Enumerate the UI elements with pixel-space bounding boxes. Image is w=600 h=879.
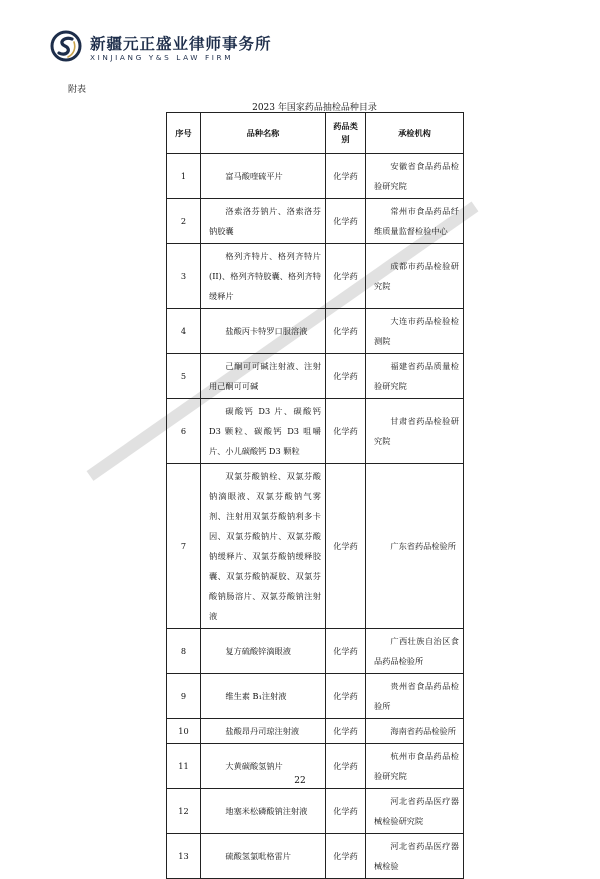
page-number: 22 <box>294 776 306 786</box>
row-seq: 4 <box>167 309 201 354</box>
row-org: 大连市药品检验检测院 <box>366 309 464 354</box>
row-org: 甘肃省药品检验研究院 <box>366 399 464 464</box>
row-seq: 8 <box>167 629 201 674</box>
row-category: 化学药 <box>326 789 366 834</box>
row-category: 化学药 <box>326 674 366 719</box>
table-row <box>167 674 464 719</box>
table-header-row <box>167 113 464 154</box>
table-body <box>167 154 464 879</box>
table-title: 2023 年国家药品抽检品种目录 <box>252 103 377 113</box>
row-drug-name: 地塞米松磷酸钠注射液 <box>201 789 326 834</box>
row-seq: 12 <box>167 789 201 834</box>
row-drug-name: 碳酸钙 D3 片、碳酸钙 D3 颗粒、碳酸钙 D3 咀嚼片、小儿碳酸钙 D3 颗粒 <box>201 399 326 464</box>
table-row <box>167 719 464 744</box>
appendix-label: 附表 <box>68 85 87 95</box>
drug-inspection-table <box>166 112 464 879</box>
row-drug-name: 盐酸丙卡特罗口服溶液 <box>201 309 326 354</box>
header-category: 药品类别 <box>326 113 366 154</box>
row-org: 河北省药品医疗器械检验 <box>366 834 464 879</box>
row-drug-name: 格列齐特片、格列齐特片(II)、格列齐特胶囊、格列齐特缓释片 <box>201 244 326 309</box>
table-row <box>167 834 464 879</box>
row-seq: 2 <box>167 199 201 244</box>
table-row <box>167 464 464 629</box>
row-category: 化学药 <box>326 354 366 399</box>
row-drug-name: 维生素 B₁注射液 <box>201 674 326 719</box>
table-row <box>167 789 464 834</box>
row-drug-name: 洛索洛芬钠片、洛索洛芬钠胶囊 <box>201 199 326 244</box>
table-row <box>167 154 464 199</box>
firm-name-en: XINJIANG Y&S LAW FIRM <box>90 53 234 62</box>
row-category: 化学药 <box>326 399 366 464</box>
header-name: 品种名称 <box>201 113 326 154</box>
row-seq: 9 <box>167 674 201 719</box>
row-category: 化学药 <box>326 154 366 199</box>
header-seq: 序号 <box>167 113 201 154</box>
row-drug-name: 双氯芬酸钠栓、双氯芬酸钠滴眼液、双氯芬酸钠气雾剂、注射用双氯芬酸钠利多卡因、双氯芬酸钠片、双氯芬酸钠缓释片、双氯芬酸钠缓释胶囊、双氯芬酸钠凝胶、双氯芬酸钠肠溶片、双氯芬酸钠注射液 <box>201 464 326 629</box>
row-category: 化学药 <box>326 719 366 744</box>
row-org: 贵州省食品药品检验所 <box>366 674 464 719</box>
row-drug-name: 己酮可可碱注射液、注射用己酮可可碱 <box>201 354 326 399</box>
row-org: 广东省药品检验所 <box>366 464 464 629</box>
row-org: 海南省药品检验所 <box>366 719 464 744</box>
table-row <box>167 399 464 464</box>
row-org: 河北省药品医疗器械检验研究院 <box>366 789 464 834</box>
row-category: 化学药 <box>326 629 366 674</box>
row-category: 化学药 <box>326 744 366 789</box>
row-seq: 1 <box>167 154 201 199</box>
table-row <box>167 629 464 674</box>
firm-header <box>50 30 310 68</box>
row-drug-name: 复方硫酸锌滴眼液 <box>201 629 326 674</box>
row-category: 化学药 <box>326 199 366 244</box>
row-category: 化学药 <box>326 834 366 879</box>
row-drug-name: 盐酸昂丹司琼注射液 <box>201 719 326 744</box>
row-org: 常州市食品药品纤维质量监督检验中心 <box>366 199 464 244</box>
row-org: 广西壮族自治区食品药品检验所 <box>366 629 464 674</box>
row-category: 化学药 <box>326 464 366 629</box>
table-row <box>167 199 464 244</box>
row-category: 化学药 <box>326 244 366 309</box>
row-seq: 11 <box>167 744 201 789</box>
row-org: 成都市药品检验研究院 <box>366 244 464 309</box>
row-drug-name: 大黄碳酸氢钠片 <box>201 744 326 789</box>
row-drug-name: 硫酸氢氯吡格雷片 <box>201 834 326 879</box>
firm-logo-icon <box>50 30 82 62</box>
row-seq: 6 <box>167 399 201 464</box>
table-row <box>167 244 464 309</box>
row-org: 福建省药品质量检验研究院 <box>366 354 464 399</box>
row-org: 安徽省食品药品检验研究院 <box>366 154 464 199</box>
table-row <box>167 309 464 354</box>
row-seq: 13 <box>167 834 201 879</box>
table-row <box>167 354 464 399</box>
row-category: 化学药 <box>326 309 366 354</box>
row-seq: 5 <box>167 354 201 399</box>
row-drug-name: 富马酸喹硫平片 <box>201 154 326 199</box>
row-seq: 3 <box>167 244 201 309</box>
header-org: 承检机构 <box>366 113 464 154</box>
row-seq: 7 <box>167 464 201 629</box>
row-org: 杭州市食品药品检验研究院 <box>366 744 464 789</box>
row-seq: 10 <box>167 719 201 744</box>
firm-name-cn: 新疆元正盛业律师事务所 <box>90 35 272 53</box>
